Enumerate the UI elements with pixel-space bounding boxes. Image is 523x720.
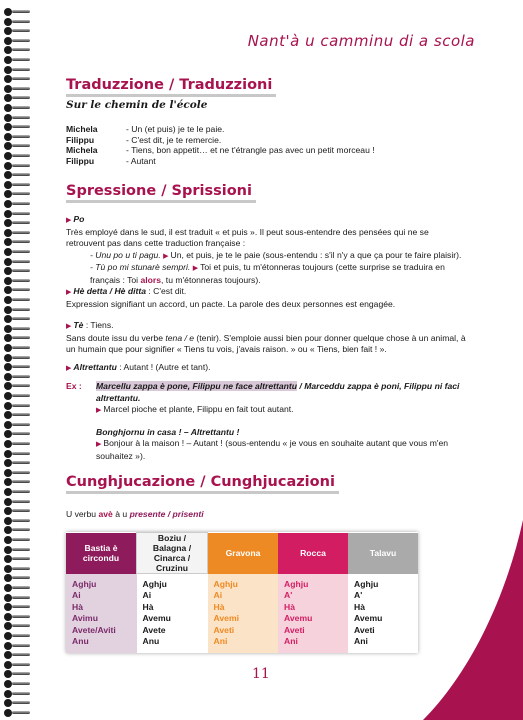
section-title-cunghjucazione: Cunghjucazione / Cunghjucazioni <box>66 477 335 489</box>
triangle-bullet-icon: ▶ <box>66 289 72 296</box>
triangle-bullet-icon: ▶ <box>66 217 72 224</box>
spiral-ring <box>4 574 30 582</box>
conjugation-table <box>66 532 418 653</box>
spiral-ring <box>4 133 30 141</box>
table-header-row <box>66 533 418 574</box>
dialogue-line: Filippu - Autant <box>66 155 156 166</box>
spiral-ring <box>4 104 30 112</box>
spiral-ring <box>4 334 30 342</box>
table-cell: Avemi <box>208 613 279 625</box>
spiral-ring <box>4 229 30 237</box>
conjugation-intro: U verbu avè à u presente / prisenti <box>66 509 204 519</box>
triangle-bullet-icon: ▶ <box>66 365 72 372</box>
dialogue-line: Michela - Un (et puis) je te le paie. <box>66 124 225 134</box>
spiral-ring <box>4 478 30 486</box>
spiral-ring <box>4 690 30 698</box>
table-cell: Avemu <box>348 613 418 625</box>
spiral-ring <box>4 565 30 573</box>
spiral-ring <box>4 344 30 352</box>
section-title-traduzzione: Traduzzione / Traduzzioni <box>66 80 272 92</box>
table-cell: Ai <box>66 590 137 602</box>
col-header-talavu: Talavu <box>348 533 418 574</box>
table-cell: Aghju <box>208 574 279 590</box>
corner-decoration <box>423 520 523 720</box>
spiral-ring <box>4 536 30 544</box>
spiral-ring <box>4 200 30 208</box>
col-header-bastia: Bastia è circondu <box>66 533 137 574</box>
spiral-ring <box>4 219 30 227</box>
table-cell: Avete <box>137 624 208 636</box>
spiral-ring <box>4 363 30 371</box>
table-cell: Aveti <box>208 624 279 636</box>
col-header-rocca: Rocca <box>278 533 348 574</box>
spiral-ring <box>4 286 30 294</box>
col-header-boziu: Boziu / Balagna / Cinarca / Cruzinu <box>137 533 208 574</box>
table-row <box>66 574 418 590</box>
spiral-ring <box>4 142 30 150</box>
spiral-ring <box>4 594 30 602</box>
spiral-ring <box>4 75 30 83</box>
spiral-ring <box>4 162 30 170</box>
spiral-ring <box>4 325 30 333</box>
spiral-ring <box>4 699 30 707</box>
spiral-ring <box>4 8 30 16</box>
spiral-ring <box>4 190 30 198</box>
table-cell: Anu <box>137 636 208 654</box>
table-row <box>66 636 418 654</box>
spiral-ring <box>4 306 30 314</box>
table-cell: Ani <box>208 636 279 654</box>
dialogue-line: Filippu - C'est dit, je te remercie. <box>66 134 222 145</box>
spiral-ring <box>4 421 30 429</box>
spiral-ring <box>4 469 30 477</box>
spiral-ring <box>4 546 30 554</box>
spiral-ring <box>4 66 30 74</box>
spiral-ring <box>4 123 30 131</box>
section-title-spressione: Spressione / Sprissioni <box>66 186 252 198</box>
spiral-ring <box>4 430 30 438</box>
spiral-ring <box>4 402 30 410</box>
header-title: Nant'à u camminu di a scola <box>247 32 475 50</box>
table-cell: Aveti <box>348 624 418 636</box>
spiral-ring <box>4 450 30 458</box>
spiral-ring <box>4 56 30 64</box>
triangle-bullet-icon: ▶ <box>96 441 102 448</box>
spiral-ring <box>4 277 30 285</box>
table-cell: Hà <box>66 601 137 613</box>
table-row <box>66 590 418 602</box>
table-cell: A' <box>278 590 348 602</box>
spiral-ring <box>4 382 30 390</box>
triangle-bullet-icon: ▶ <box>192 265 199 272</box>
table-cell: Ani <box>278 636 348 654</box>
table-cell: Avemu <box>278 613 348 625</box>
spiral-ring <box>4 661 30 669</box>
spiral-ring <box>4 210 30 218</box>
example-label: Ex : <box>66 381 82 391</box>
spiral-ring <box>4 85 30 93</box>
spiral-ring <box>4 315 30 323</box>
table-row <box>66 624 418 636</box>
table-cell: Anu <box>66 636 137 654</box>
spiral-ring <box>4 651 30 659</box>
spiral-ring <box>4 46 30 54</box>
table-cell: Aghju <box>278 574 348 590</box>
spiral-ring <box>4 152 30 160</box>
table-cell: Avemu <box>137 613 208 625</box>
spiral-ring <box>4 459 30 467</box>
table-cell: Aghju <box>66 574 137 590</box>
spiral-ring <box>4 613 30 621</box>
spiral-ring <box>4 181 30 189</box>
table-cell: Aghju <box>137 574 208 590</box>
spiral-ring <box>4 258 30 266</box>
section-subtitle: Sur le chemin de l'école <box>66 99 208 111</box>
spiral-ring <box>4 680 30 688</box>
spiral-ring <box>4 709 30 717</box>
spiral-ring <box>4 411 30 419</box>
spiral-ring <box>4 642 30 650</box>
table-cell: Hà <box>208 601 279 613</box>
spiral-ring <box>4 171 30 179</box>
spiral-ring <box>4 517 30 525</box>
table-cell: Hà <box>348 601 418 613</box>
spiral-ring <box>4 488 30 496</box>
table-row <box>66 601 418 613</box>
expression-he-detta: ▶ Hè detta / Hè ditta : C'est dit. Expression signifiant un accord, un pacte. La parole des deux personnes est engagée. <box>66 286 396 309</box>
spiral-ring <box>4 37 30 45</box>
dialogue-line: Michela - Tiens, bon appetit… et ne t'étrangle pas avec un petit morceau ! <box>66 145 375 155</box>
expression-po: ▶ Po Très employé dans le sud, il est traduit « et puis ». Il peut sous-entendre des pensées qui ne se retrouvent pas dans cette traduction française : - Unu po u ti pagu. ▶ Un, et puis, je te le paie (sous-entendu : s'il n'y a que ça pour te faire plaisir). - Tù po mi stunarè sempri. ▶ Toi et puis, tu m'étonneras toujours (cette surprise se traduira en français : Toi alors, tu m'étonneras toujours). <box>66 214 462 285</box>
spiral-ring <box>4 373 30 381</box>
table-cell: Aveti <box>278 624 348 636</box>
table-cell: Ani <box>348 636 418 654</box>
triangle-bullet-icon: ▶ <box>96 407 102 414</box>
spiral-ring <box>4 440 30 448</box>
spiral-ring <box>4 248 30 256</box>
col-header-gravona: Gravona <box>208 533 279 574</box>
spiral-ring <box>4 670 30 678</box>
table-row <box>66 613 418 625</box>
spiral-ring <box>4 114 30 122</box>
spiral-ring <box>4 18 30 26</box>
expression-altrettantu: ▶ Altrettantu : Autant ! (Autre et tant). <box>66 362 211 372</box>
spiral-ring <box>4 507 30 515</box>
table-cell: Avete/Aviti <box>66 624 137 636</box>
spiral-ring <box>4 94 30 102</box>
spiral-ring <box>4 603 30 611</box>
spiral-ring <box>4 622 30 630</box>
table-cell: Ai <box>137 590 208 602</box>
spiral-ring <box>4 526 30 534</box>
spiral-ring <box>4 27 30 35</box>
triangle-bullet-icon: ▶ <box>163 252 169 260</box>
spiral-ring <box>4 392 30 400</box>
table-cell: Hà <box>278 601 348 613</box>
spiral-ring <box>4 267 30 275</box>
table-cell: Ai <box>208 590 279 602</box>
spiral-ring <box>4 555 30 563</box>
spiral-ring <box>4 632 30 640</box>
table-cell: Avimu <box>66 613 137 625</box>
spiral-ring <box>4 238 30 246</box>
expression-te: ▶ Tè : Tiens. Sans doute issu du verbe tena / e (tenir). S'emploie aussi bien pour donner quelque chose à un animal, à un humain que pour signifier « Tiens tu vois, j'avais raison. » ou « Tiens, bien fait ! ». <box>66 320 466 354</box>
dialogue <box>66 124 375 166</box>
notebook-spiral <box>0 0 40 720</box>
table-cell: Aghju <box>348 574 418 590</box>
triangle-bullet-icon: ▶ <box>66 323 72 330</box>
table-cell: A' <box>348 590 418 602</box>
table-cell: Hà <box>137 601 208 613</box>
page-number: 11 <box>252 666 270 682</box>
example-block: Ex : Marcellu zappa è pone, Filippu ne face altrettantu / Marceddu zappa è poni, Filippu ni faci altrettantu. ▶ Marcel pioche et plante, Filippu en fait tout autant. Bonghjornu in casa ! – Altrettantu ! ▶ Bonjour à la maison ! – Autant ! (sous-entendu « je vous en souhaite autant que vous m'en souhaitez »). <box>66 381 460 461</box>
spiral-ring <box>4 498 30 506</box>
spiral-ring <box>4 296 30 304</box>
spiral-ring <box>4 354 30 362</box>
spiral-ring <box>4 584 30 592</box>
